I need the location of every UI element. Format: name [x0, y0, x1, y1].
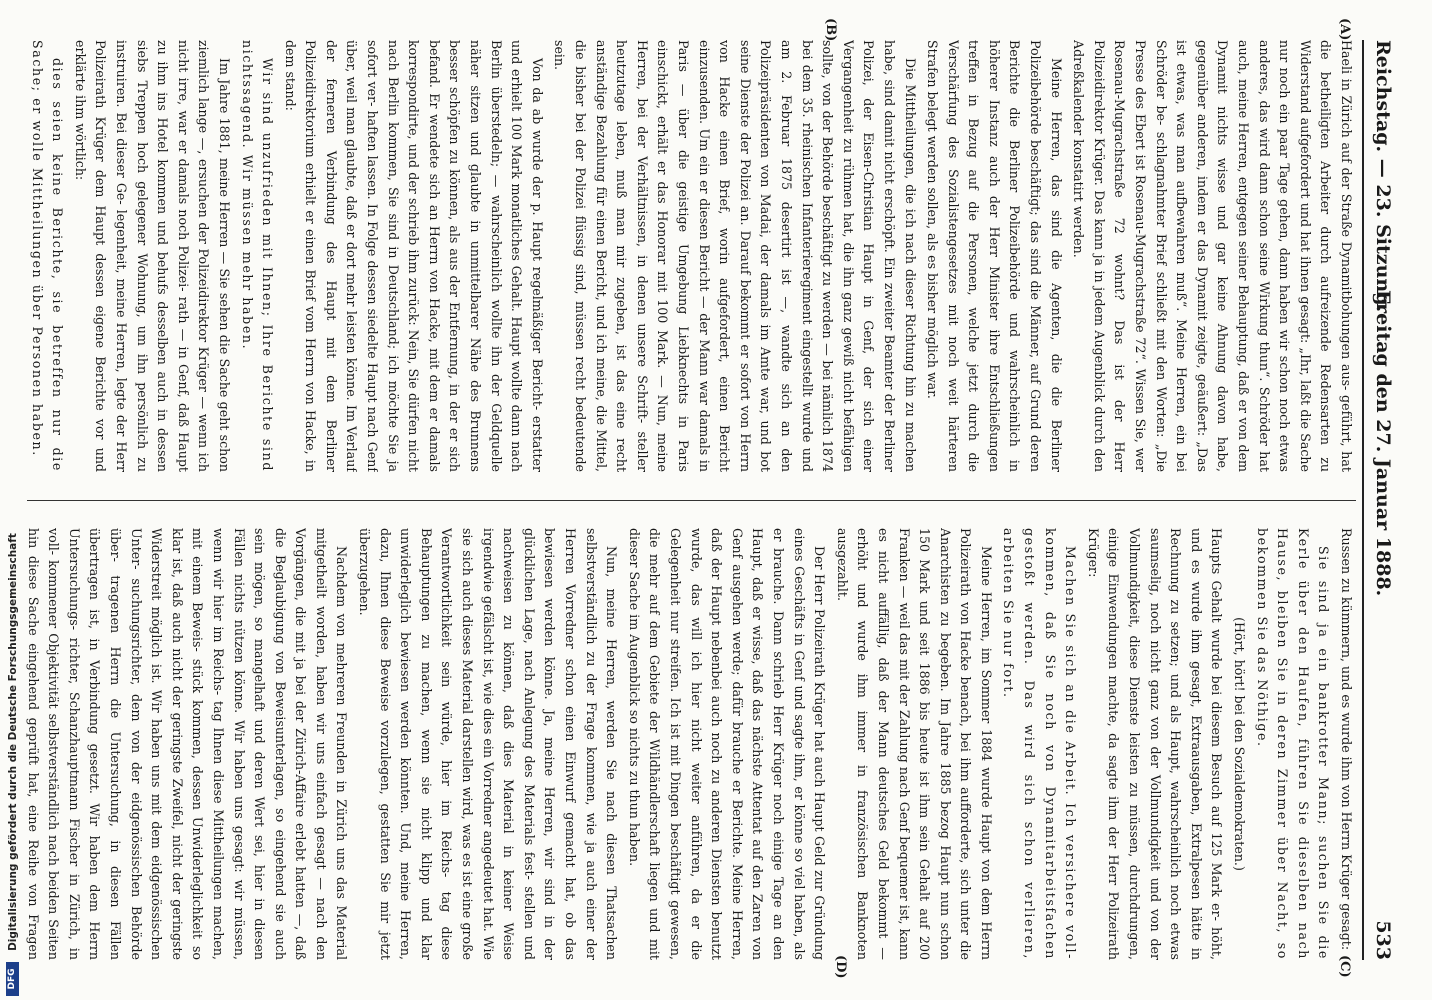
credit-text: Digitalisierung gefördert durch die Deutsche Forschungsgemeinschaft: [6, 533, 19, 951]
paragraph: Meine Herren, im Sommer 1884 wurde Haupt von dem Herrn Polizeirath von Hacke benach, bei ihm aufforderte, sich unter die Anarchisten zu begeben. Im Jahre 1885 bezog Haupt nun schon 150 Mark und seit 1886 bis heute ist ihm sein Gehalt auf 200 Franken — weil das mit der Zahlung nach Genf bequemer ist, kann es nicht auffällig, daß der Mann deutsches Geld bekommt — erhöht und wurde ihm immer in französischen Banknoten ausgezahlt.: [834, 528, 994, 960]
paragraph: Nun, meine Herren, werden Sie nach diesen Thatsachen selbstverständlich zu der Frage kommen, wie ja auch einer der Herren Vorredner schon einen Einwurf gemacht hat, ob das bewiesen werden könne. Ja, meine Herren, wir sind in der glücklichen Lage, nach Anlegung des Materials fest- stellen und nachweisen zu können, daß dies Material in keiner Weise irgendwie gefälscht ist, wie dies ein Vorredner angedeutet hat. Wie sie sich auch dieses Material darstellen wird, was es ist eine große Verantwortlichkeit sein würde, hier im Reichs- tag diese Behauptungen zu machen, wenn sie nicht klipp und klar unwiderleglich bewiesen werden könnten. Und, meine Herren, dazu, Ihnen diese Beweise vorzulegen, gestatten Sie mir jetzt überzugehen.: [357, 528, 620, 960]
paragraph: Im Jahre 1881, meine Herren — Sie sehen die Sache geht schon ziemlich lange —, ersuchen der Polizeidirektor Krüger — wenn ich nicht irre, war er damals noch Polizei- rath — in Genf, daß Haupt zu ihm ins Hotel kommen und behufs desselben auch in dessen siebs Treppen hoch gelegener Wohnung, um ihn persönlich zu instruiren. Bei dieser Ge- legenheit, meine Herren, legte der Herr Polizeirath Krüger dem Haupt dessen eigene Berichte vor und erklärte ihm wörtlich:: [72, 40, 232, 472]
paragraph: Der Herr Polizeirath Krüger hat auch Haupt Geld zur Gründung eines Geschäfts in Genf und sagte ihm, er könne so viel haben, als er brauche. Dann schrieb Herr Krüger noch einige Tage an den Haupt, daß er wisse, daß das nächste Attentat auf den Zaren von Genf ausgehen werde; dafür brauche er Berichte. Meine Herren, daß der Haupt nebenbei auch noch zu anderen Diensten benutzt wurde, das will ich hier nicht weiter anführen, da er die Gelegenheit nur streifen. Ich ist mit Dingen beschäftigt gewesen, die mehr auf dem Gebiete der Wildhändlerschaft liegen und mit dieser Sache im Augenblick so nichts zu thun haben.: [626, 528, 828, 960]
quoted-passage: Wir sind unzufrieden mit Ihnen; Ihre Berichte sind nichtssagend. Wir müssen mehr haben.: [239, 40, 276, 472]
paragraph: Meine Herren, das sind die Agenten, die die Berliner Polizeibehörde beschäftigt; das sind die Männer, auf Grund deren Berichte die Berliner Polizeibehörde und wahrscheinlich in höherer Instanz auch der Herr Minister ihre Entschließungen treffen in Bezug auf die Personen, welche jetzt durch die Verschärfung des Sozialistengesetzes mit noch weit härteren Strafen belegt werden sollen, als es bisher möglich war.: [925, 40, 1064, 472]
quoted-passage: dies seien keine Berichte, sie betreffen nur die Sache; er wolle Mittheilungen über Personen haben.: [29, 40, 66, 472]
margin-mark-a: (A): [1337, 18, 1352, 41]
page-number: 533: [1372, 920, 1394, 960]
text-column-left: [23, 40, 1356, 472]
paragraph: Russen zu kümmern, und es wurde ihm von Herrn Krüger gesagt:: [1339, 528, 1354, 951]
paragraph: Haupts Gehalt wurde bei diesem Besuch auf 125 Mark er- höht, und es wurde ihm gesagt, Extraausgaben, Extralpesen hätte in Rechnung zu setzen; und als Haupt, wahrscheinlich noch etwas saumselig, noch nicht ganz von der Vollmundigkeit und von der Vollmundigkeit, diese Dienste leisten zu müssen, durchdrungen, einige Einwendungen machte, da sagte ihm der Herr Polizeirath Krüger:: [1085, 528, 1225, 960]
header-rule: [1362, 40, 1364, 960]
quoted-passage: Machen Sie sich an die Arbeit. Ich versichere voll- kommen, daß Sie noch von Dynamitarbeitsfachen gestoßt werden. Das wird sich schon verlieren, arbeiten Sie nur fort.: [1001, 528, 1079, 960]
newspaper-page: [3, 20, 1408, 980]
margin-mark-b: (B): [823, 18, 838, 42]
paragraph: Von da ab wurde der p. Haupt regelmäßiger Bericht- erstatter und erhielt 100 Mark monatliches Gehalt. Haupt wollte dann nach Berlin überstedeln; — wahrscheinlich wollte ihn der Geldquelle näher sitzen und glaubte in unmittelbarer Nähe des Brunnens besser schöpfen zu können, als aus der Entfernung, in der er sich befand. Er wendete sich an Herrn von Hacke, mit dem er damals korrespondirte, und der schrieb ihm zurück: Nein, Sie dürfen nicht nach Berlin kommen, Sie sind in Deutschland; ich möchte Sie ja sofort ver- haften lassen. In Folge dessen siedelte Haupt nach Genf über, weil man glaubte, daß er dort mehr leisten könne. Im Verlauf der ferneren Verbindung des Haupt mit dem Berliner Polizeidirektorium erhielt er einen Brief vom Herrn von Hacke, in dem stand:: [282, 40, 545, 472]
header-section: Reichstag. — 23. Sitzung.: [1372, 40, 1394, 313]
margin-mark-c: (C): [1337, 955, 1352, 978]
running-head: [1368, 40, 1394, 960]
dfg-logo-icon: DFG: [6, 962, 19, 996]
paragraph: Haeli in Zürich auf der Straße Dynamitbohungen aus- geführt, hat die betheiligten Arbeiter durch aufreizende Redensarten zu Widerstand aufgefordert und hat ihnen gesagt: „Ihr, laßt die Sache nur noch ein paar Tage gehen, dann haben wir schon noch etwas anderes, das wird dann schon seine Wirkung thun“. Schröder hat auch, meine Herren, entgegen seiner Behauptung, daß er von dem Dynamit nichts wisse und gar keine Ahnung davon habe, gegenüber anderen, indem er das Dynamit zeigte, geäußert: „Das ist etwas, was man aufbewahren muß“. Meine Herren, ein bei Schröder be- schlagnahmter Brief schließt mit den Worten: „Die Presse des Ebert ist Rosenau-Mugrachstraße 72“. Wissen Sie, wer Rosenau-Mugrachstraße 72 wohnt? Das ist der Herr Polizeidirektor Krüger. Das kann ja in jedem Augenblick durch den Adreßkalender konstatirt werden.: [1071, 40, 1354, 472]
header-date: Freitag den 27. Januar 1888.: [1372, 290, 1394, 597]
paragraph: Die Mittheilungen, die ich nach dieser Richtung hin zu machen habe, sind damit nicht erschöpft. Ein zweiter Beamter der Berliner Polizei, der Eisen-Christian Haupt in Genf, der sich einer Vergangenheit zu rühmen hat, die ihn ganz gewiß nicht befähigen sollte, von der Behörde beschäftigt zu werden — bei nämlich 1874 bei dem 35. rheinischen Infanterieregiment eingestellt wurde und am 2. Februar 1875 desertirt ist —, wandte sich an den Polizeipräsidenten von Madai, der damals im Amte war, und bot seine Dienste der Polizei an. Darauf bekommt er sofort von Herrn von Hacke einen Brief, worin aufgefordert, einen Bericht einzusenden. Um ein er diesen Bericht — der Mann war damals in Paris — über die geistige Umgebung Liebknechts in Paris einschickt, erhält er das Honorar mit 100 Mark. — Nun, meine Herren, bei der Verhältnissen, in denen unsere Schrift- steller heutzutage leben, muß man mir zugeben, ist das eine recht anständige Bezahlung für einen Bericht, und ich meine, die Mittel, die bisher bei der Polizei flüssig sind, müssen recht bedeutende sein.: [552, 40, 918, 472]
column-divider: [27, 500, 1356, 501]
paragraph: Nachdem von mehreren Freunden in Zürich uns das Material mitgetheilt worden, haben wir uns einfach gesagt — nach den Vorgängen, die mit ja bei der Zürich-Affaire erlebt hatten —, daß die Beglaubigung von Beweisunterlagen, so eingehend sie auch sein mögen, so mangelhaft und deren Wert sei, hier in diesen Fällen nichts nützen könne. Wir haben uns gesagt: wir müssen, wenn wir hier im Reichs- tag Ihnen diese Mittheilungen machen, mit einem Beweis- stück kommen, dessen Unwiderleglichkeit so klar ist, daß auch nicht der geringste Zweifel, nicht der geringste Widerstreit möglich ist. Wir haben uns mit dem eidgenössischen Unter- suchungsrichter, dem von der eidgenössischen Behörde über- tragenen Herrn die Untersuchung, in diesen Fällen übertragen ist, in Verbindung gesetzt. Wir haben dem Herrn Untersuchungs- richter, Schanzhauptmann Fischer in Zürich, in voll- kommener Objektivität selbstverständlich nach beiden Seiten hin diese Sache eingehend geprüft hat, eine Reihe von Fragen: [25, 528, 350, 960]
quoted-passage: Sie sind ja ein bankrotter Mann; suchen Sie die Kerle über den Haufen, führen Sie dieselben nach Hause, bleiben Sie in deren Zimmer über Nacht, so bekommen Sie das Nöthige.: [1254, 528, 1332, 960]
digitization-credit: [2, 6, 28, 996]
text-column-right: [23, 528, 1356, 960]
margin-mark-d: (D): [833, 955, 848, 979]
interjection: (Hört, hört! bei den Sozialdemokraten.): [1232, 617, 1248, 871]
